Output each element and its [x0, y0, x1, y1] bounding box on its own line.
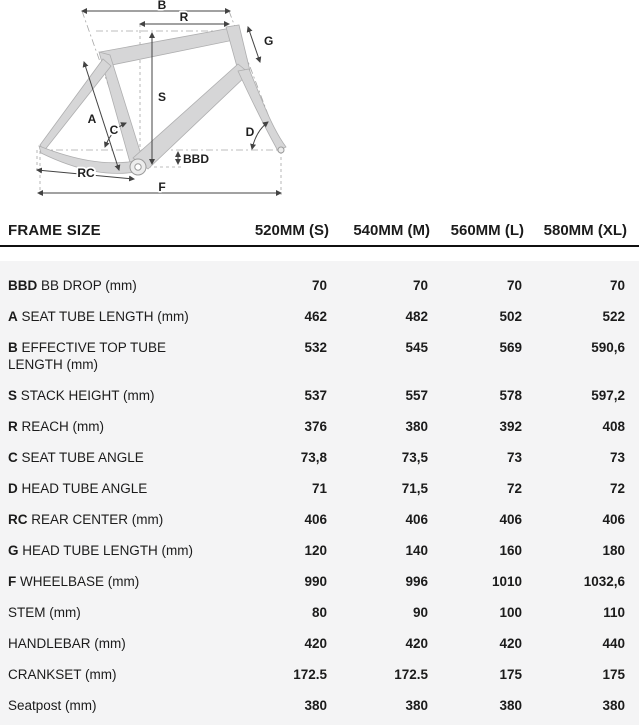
- row-label: [8, 697, 208, 714]
- row-value: 420: [304, 636, 327, 651]
- row-value: 545: [405, 340, 428, 355]
- row-value: 380: [602, 698, 625, 713]
- row-value: 73,5: [401, 450, 428, 465]
- row-value: 72: [609, 481, 625, 496]
- dim-label-a: A: [87, 112, 97, 126]
- row-value: 590,6: [591, 340, 625, 355]
- row-label: [8, 480, 208, 497]
- row-value: 420: [405, 636, 428, 651]
- dim-label-bbd: BBD: [183, 152, 209, 166]
- row-value: 990: [304, 574, 327, 589]
- row-value: 532: [304, 340, 327, 355]
- row-value: 502: [499, 309, 522, 324]
- row-prefix: B: [8, 340, 18, 355]
- table-title: FRAME SIZE: [8, 222, 101, 239]
- row-label: [8, 635, 208, 652]
- frame-geometry-diagram: [0, 0, 639, 218]
- table-row: [8, 597, 633, 628]
- table-row: [8, 473, 633, 504]
- table-row: [8, 690, 633, 721]
- row-prefix: C: [8, 450, 18, 465]
- row-value: 1010: [491, 574, 522, 589]
- row-value: 420: [499, 636, 522, 651]
- row-value: 380: [304, 698, 327, 713]
- row-value: 380: [405, 419, 428, 434]
- row-value: 175: [499, 667, 522, 682]
- row-value: 578: [499, 388, 522, 403]
- row-value: 569: [499, 340, 522, 355]
- table-row: [8, 628, 633, 659]
- row-value: 537: [304, 388, 327, 403]
- dim-label-r: R: [179, 10, 189, 24]
- row-label-text: STACK HEIGHT (mm): [20, 388, 155, 403]
- row-value: 70: [506, 278, 522, 293]
- table-header: [0, 218, 639, 247]
- row-label: [8, 418, 208, 435]
- dim-label-d: D: [245, 125, 255, 139]
- table-row: [8, 659, 633, 690]
- column-header-560: 560MM (L): [450, 222, 524, 239]
- row-prefix: RC: [8, 512, 28, 527]
- row-value: 80: [311, 605, 327, 620]
- row-value: 70: [609, 278, 625, 293]
- row-label: [8, 666, 208, 683]
- dim-label-rc: RC: [77, 166, 95, 180]
- row-value: 73: [506, 450, 522, 465]
- table-row: [8, 504, 633, 535]
- row-label-text: WHEELBASE (mm): [20, 574, 140, 589]
- table-row: [8, 442, 633, 473]
- row-value: 70: [311, 278, 327, 293]
- row-label: [8, 573, 208, 590]
- row-label-text: REAR CENTER (mm): [31, 512, 164, 527]
- row-value: 406: [304, 512, 327, 527]
- row-label-text: REACH (mm): [21, 419, 105, 434]
- row-value: 482: [405, 309, 428, 324]
- row-prefix: S: [8, 388, 18, 403]
- dim-label-f: F: [158, 180, 166, 194]
- row-value: 73,8: [300, 450, 327, 465]
- row-value: 90: [412, 605, 428, 620]
- seat-stay: [40, 59, 111, 151]
- row-prefix: R: [8, 419, 18, 434]
- row-label: [8, 308, 208, 325]
- row-value: 462: [304, 309, 327, 324]
- table-row: [8, 380, 633, 411]
- row-value: 71,5: [401, 481, 428, 496]
- row-label-text: Seatpost (mm): [8, 698, 97, 713]
- row-value: 380: [499, 698, 522, 713]
- row-value: 140: [405, 543, 428, 558]
- row-value: 160: [499, 543, 522, 558]
- table-row: [8, 270, 633, 301]
- row-value: 406: [499, 512, 522, 527]
- dim-label-b: B: [157, 0, 167, 12]
- table-row: [8, 411, 633, 442]
- row-value: 110: [603, 605, 625, 620]
- row-label-text: HEAD TUBE ANGLE: [21, 481, 148, 496]
- table-row: [8, 535, 633, 566]
- column-header-540: 540MM (M): [353, 222, 430, 239]
- row-label-text: SEAT TUBE ANGLE: [21, 450, 144, 465]
- dim-label-g: G: [264, 34, 274, 48]
- row-value: 522: [602, 309, 625, 324]
- table-body: [0, 261, 639, 725]
- row-value: 175: [602, 667, 625, 682]
- row-value: 100: [499, 605, 522, 620]
- row-prefix: BBD: [8, 278, 38, 293]
- frame-size-table: [0, 218, 639, 725]
- row-value: 172.5: [293, 667, 327, 682]
- row-label: [8, 449, 208, 466]
- row-value: 380: [405, 698, 428, 713]
- row-value: 408: [602, 419, 625, 434]
- row-value: 406: [405, 512, 428, 527]
- row-prefix: A: [8, 309, 18, 324]
- row-value: 70: [412, 278, 428, 293]
- row-label: [8, 277, 208, 294]
- table-row: [8, 332, 633, 380]
- row-value: 120: [304, 543, 327, 558]
- row-value: 440: [602, 636, 625, 651]
- dim-label-c: C: [109, 123, 119, 137]
- row-label-text: HEAD TUBE LENGTH (mm): [22, 543, 194, 558]
- table-row: [8, 566, 633, 597]
- row-prefix: F: [8, 574, 17, 589]
- row-prefix: D: [8, 481, 18, 496]
- row-label: [8, 387, 208, 404]
- row-value: 172.5: [394, 667, 428, 682]
- top-tube: [100, 28, 234, 66]
- dim-label-s: S: [158, 90, 167, 104]
- front-dropout: [278, 147, 284, 153]
- row-label-text: STEM (mm): [8, 605, 81, 620]
- row-label: [8, 542, 208, 559]
- row-value: 180: [602, 543, 625, 558]
- column-header-520: 520MM (S): [254, 222, 329, 239]
- row-label: [8, 604, 208, 621]
- row-label: [8, 511, 208, 528]
- row-value: 71: [311, 481, 327, 496]
- row-value: 406: [602, 512, 625, 527]
- row-label-text: EFFECTIVE TOP TUBE LENGTH (mm): [8, 340, 167, 372]
- row-value: 73: [609, 450, 625, 465]
- row-prefix: G: [8, 543, 19, 558]
- row-value: 1032,6: [583, 574, 625, 589]
- row-value: 72: [506, 481, 522, 496]
- row-value: 392: [499, 419, 522, 434]
- table-row: [8, 301, 633, 332]
- bike-geometry-svg: [0, 0, 639, 218]
- column-header-580: 580MM (XL): [543, 222, 627, 239]
- row-label-text: SEAT TUBE LENGTH (mm): [21, 309, 189, 324]
- row-value: 376: [304, 419, 327, 434]
- row-label-text: BB DROP (mm): [41, 278, 137, 293]
- row-label: [8, 339, 208, 373]
- row-label-text: HANDLEBAR (mm): [8, 636, 126, 651]
- row-value: 557: [405, 388, 428, 403]
- row-value: 996: [405, 574, 428, 589]
- row-label-text: CRANKSET (mm): [8, 667, 117, 682]
- row-value: 597,2: [591, 388, 625, 403]
